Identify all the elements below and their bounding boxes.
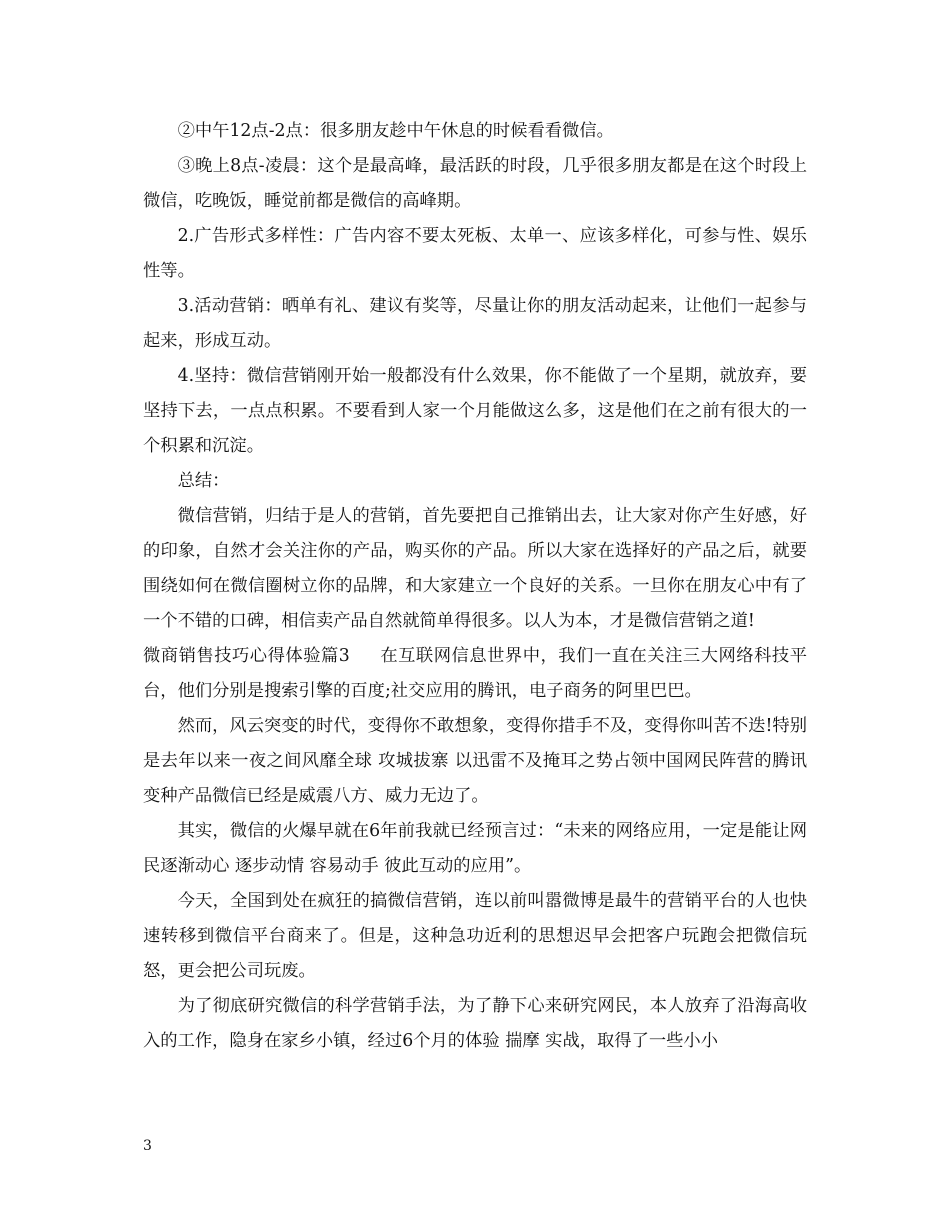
- section-intro: 在互联网信息世界中，我们一直在关注三大网络科技平台，他们分别是搜索引擎的百度;社交应用的腾讯，电子商务的阿里巴巴。: [143, 646, 807, 701]
- paragraph: 4.坚持：微信营销刚开始一般都没有什么效果，你不能做了一个星期，就放弃，要坚持下去，一点点积累。不要看到人家一个月能做这么多，这是他们在之前有很大的一个积累和沉淀。: [143, 366, 807, 456]
- paragraph: ③晚上8点-凌晨：这个是最高峰，最活跃的时段，几乎很多朋友都是在这个时段上微信，吃晚饭，睡觉前都是微信的高峰期。: [143, 156, 807, 211]
- paragraph: 为了彻底研究微信的科学营销手法，为了静下心来研究网民，本人放弃了沿海高收入的工作，隐身在家乡小镇，经过6个月的体验 揣摩 实战，取得了一些小小: [143, 996, 807, 1051]
- summary-heading: 总结：: [177, 471, 230, 491]
- section-heading-paragraph: [143, 639, 807, 709]
- document-body: [143, 114, 807, 1059]
- section-heading: 微商销售技巧心得体验篇3: [143, 646, 350, 666]
- paragraph: ②中午12点-2点：很多朋友趁中午休息的时候看看微信。: [177, 121, 614, 141]
- paragraph: 微信营销，归结于是人的营销，首先要把自己推销出去，让大家对你产生好感，好的印象，自然才会关注你的产品，购买你的产品。所以大家在选择好的产品之后，就要围绕如何在微信圈树立你的品牌，和大家建立一个良好的关系。一旦你在朋友心中有了一个不错的口碑，相信卖产品自然就简单得很多。以人为本，才是微信营销之道!: [143, 506, 807, 631]
- paragraph: 然而，风云突变的时代，变得你不敢想象，变得你措手不及，变得你叫苦不迭!特别是去年以来一夜之间风靡全球 攻城拔寨 以迅雷不及掩耳之势占领中国网民阵营的腾讯变种产品微信已经是威震八方、威力无边了。: [143, 716, 807, 806]
- paragraph: 3.活动营销：晒单有礼、建议有奖等，尽量让你的朋友活动起来，让他们一起参与起来，形成互动。: [143, 296, 807, 351]
- paragraph: 2.广告形式多样性：广告内容不要太死板、太单一、应该多样化，可参与性、娱乐性等。: [143, 226, 807, 281]
- page-number: 3: [143, 1138, 152, 1154]
- paragraph: 今天，全国到处在疯狂的搞微信营销，连以前叫嚣微博是最牛的营销平台的人也快速转移到微信平台商来了。但是，这种急功近利的思想迟早会把客户玩跑会把微信玩怒，更会把公司玩废。: [143, 891, 807, 981]
- paragraph: 其实，微信的火爆早就在6年前我就已经预言过：“未来的网络应用，一定是能让网民逐渐动心 逐步动情 容易动手 彼此互动的应用”。: [143, 821, 807, 876]
